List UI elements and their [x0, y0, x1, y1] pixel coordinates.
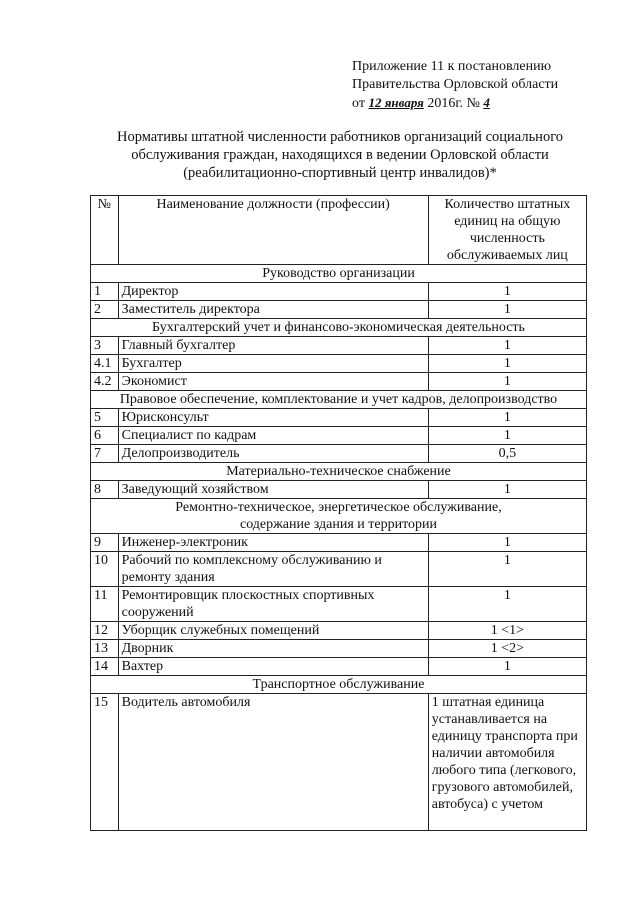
table-row [91, 355, 587, 373]
header-line-1: Приложение 11 к постановлению [352, 59, 552, 74]
row-quantity: 1 <2> [428, 640, 586, 658]
table-row [91, 301, 587, 319]
header-line-3 [352, 94, 592, 113]
section-title: Транспортное обслуживание [91, 676, 587, 694]
row-number: 6 [91, 427, 119, 445]
row-quantity: 1 [428, 552, 586, 587]
table-row [91, 640, 587, 658]
row-number: 4.2 [91, 373, 119, 391]
staff-norms-table [90, 195, 587, 831]
column-header-number: № [91, 196, 119, 265]
section-title: Материально-техническое снабжение [91, 463, 587, 481]
row-quantity: 1 штатная единица устанавливается на единицу транспорта при наличии автомобиля любого типа (легкового, грузового автомобилей, автобуса) с учетом [428, 694, 586, 831]
row-position: Вахтер [118, 658, 428, 676]
handwritten-date: 12 января [368, 95, 424, 110]
row-quantity: 1 [428, 409, 586, 427]
row-position: Специалист по кадрам [118, 427, 428, 445]
header-date-prefix: от [352, 96, 365, 111]
row-position: Делопроизводитель [118, 445, 428, 463]
row-number: 13 [91, 640, 119, 658]
row-position: Заместитель директора [118, 301, 428, 319]
title-line-1: Нормативы штатной численности работников организаций социального [116, 129, 564, 145]
row-position: Водитель автомобиля [118, 694, 428, 831]
row-number: 15 [91, 694, 119, 831]
row-number: 1 [91, 283, 119, 301]
row-position: Директор [118, 283, 428, 301]
row-number: 5 [91, 409, 119, 427]
title-line-3: (реабилитационно-спортивный центр инвалидов)* [183, 165, 497, 181]
section-title: Ремонтно-техническое, энергетическое обслуживание, содержание здания и территории [91, 499, 587, 534]
table-header-row [91, 196, 587, 265]
row-position: Инженер-электроник [118, 534, 428, 552]
section-row [91, 391, 587, 409]
row-quantity: 1 [428, 658, 586, 676]
row-position: Рабочий по комплексному обслуживанию и ремонту здания [118, 552, 428, 587]
table-row [91, 337, 587, 355]
row-position: Дворник [118, 640, 428, 658]
handwritten-number: 4 [483, 95, 490, 110]
table-row [91, 427, 587, 445]
table-row [91, 283, 587, 301]
section-row [91, 463, 587, 481]
row-position: Уборщик служебных помещений [118, 622, 428, 640]
row-number: 4.1 [91, 355, 119, 373]
row-number: 14 [91, 658, 119, 676]
row-quantity: 1 [428, 427, 586, 445]
row-quantity: 1 [428, 301, 586, 319]
row-quantity: 1 [428, 283, 586, 301]
section-title: Бухгалтерский учет и финансово-экономическая деятельность [91, 319, 587, 337]
row-number: 8 [91, 481, 119, 499]
table-row [91, 373, 587, 391]
table-row [91, 445, 587, 463]
column-header-quantity: Количество штатных единиц на общую численность обслуживаемых лиц [428, 196, 586, 265]
table-row [91, 552, 587, 587]
section-title: Правовое обеспечение, комплектование и учет кадров, делопроизводство [91, 391, 587, 409]
section-row [91, 499, 587, 534]
table-row [91, 622, 587, 640]
table-row [91, 481, 587, 499]
row-quantity: 1 [428, 373, 586, 391]
title-line-2: обслуживания граждан, находящихся в ведении Орловской области [131, 147, 549, 163]
section-row [91, 319, 587, 337]
row-position: Заведующий хозяйством [118, 481, 428, 499]
row-number: 12 [91, 622, 119, 640]
document-title [90, 128, 590, 182]
row-number: 9 [91, 534, 119, 552]
column-header-position: Наименование должности (профессии) [118, 196, 428, 265]
row-quantity: 1 [428, 534, 586, 552]
table-row [91, 534, 587, 552]
header-line-2: Правительства Орловской области [352, 77, 559, 92]
row-quantity: 1 [428, 481, 586, 499]
row-number: 11 [91, 587, 119, 622]
row-quantity: 1 [428, 587, 586, 622]
row-number: 2 [91, 301, 119, 319]
row-quantity: 1 [428, 355, 586, 373]
section-row [91, 676, 587, 694]
row-quantity: 0,5 [428, 445, 586, 463]
row-position: Главный бухгалтер [118, 337, 428, 355]
section-title: Руководство организации [91, 265, 587, 283]
row-number: 7 [91, 445, 119, 463]
table-row [91, 658, 587, 676]
row-quantity: 1 <1> [428, 622, 586, 640]
row-position: Экономист [118, 373, 428, 391]
header-year: 2016г. № [427, 96, 480, 111]
row-quantity: 1 [428, 337, 586, 355]
appendix-header [352, 58, 592, 113]
row-position: Ремонтировщик плоскостных спортивных сооружений [118, 587, 428, 622]
row-position: Бухгалтер [118, 355, 428, 373]
table-row [91, 694, 587, 831]
table-row [91, 409, 587, 427]
row-position: Юрисконсульт [118, 409, 428, 427]
section-row [91, 265, 587, 283]
row-number: 10 [91, 552, 119, 587]
table-row [91, 587, 587, 622]
row-number: 3 [91, 337, 119, 355]
